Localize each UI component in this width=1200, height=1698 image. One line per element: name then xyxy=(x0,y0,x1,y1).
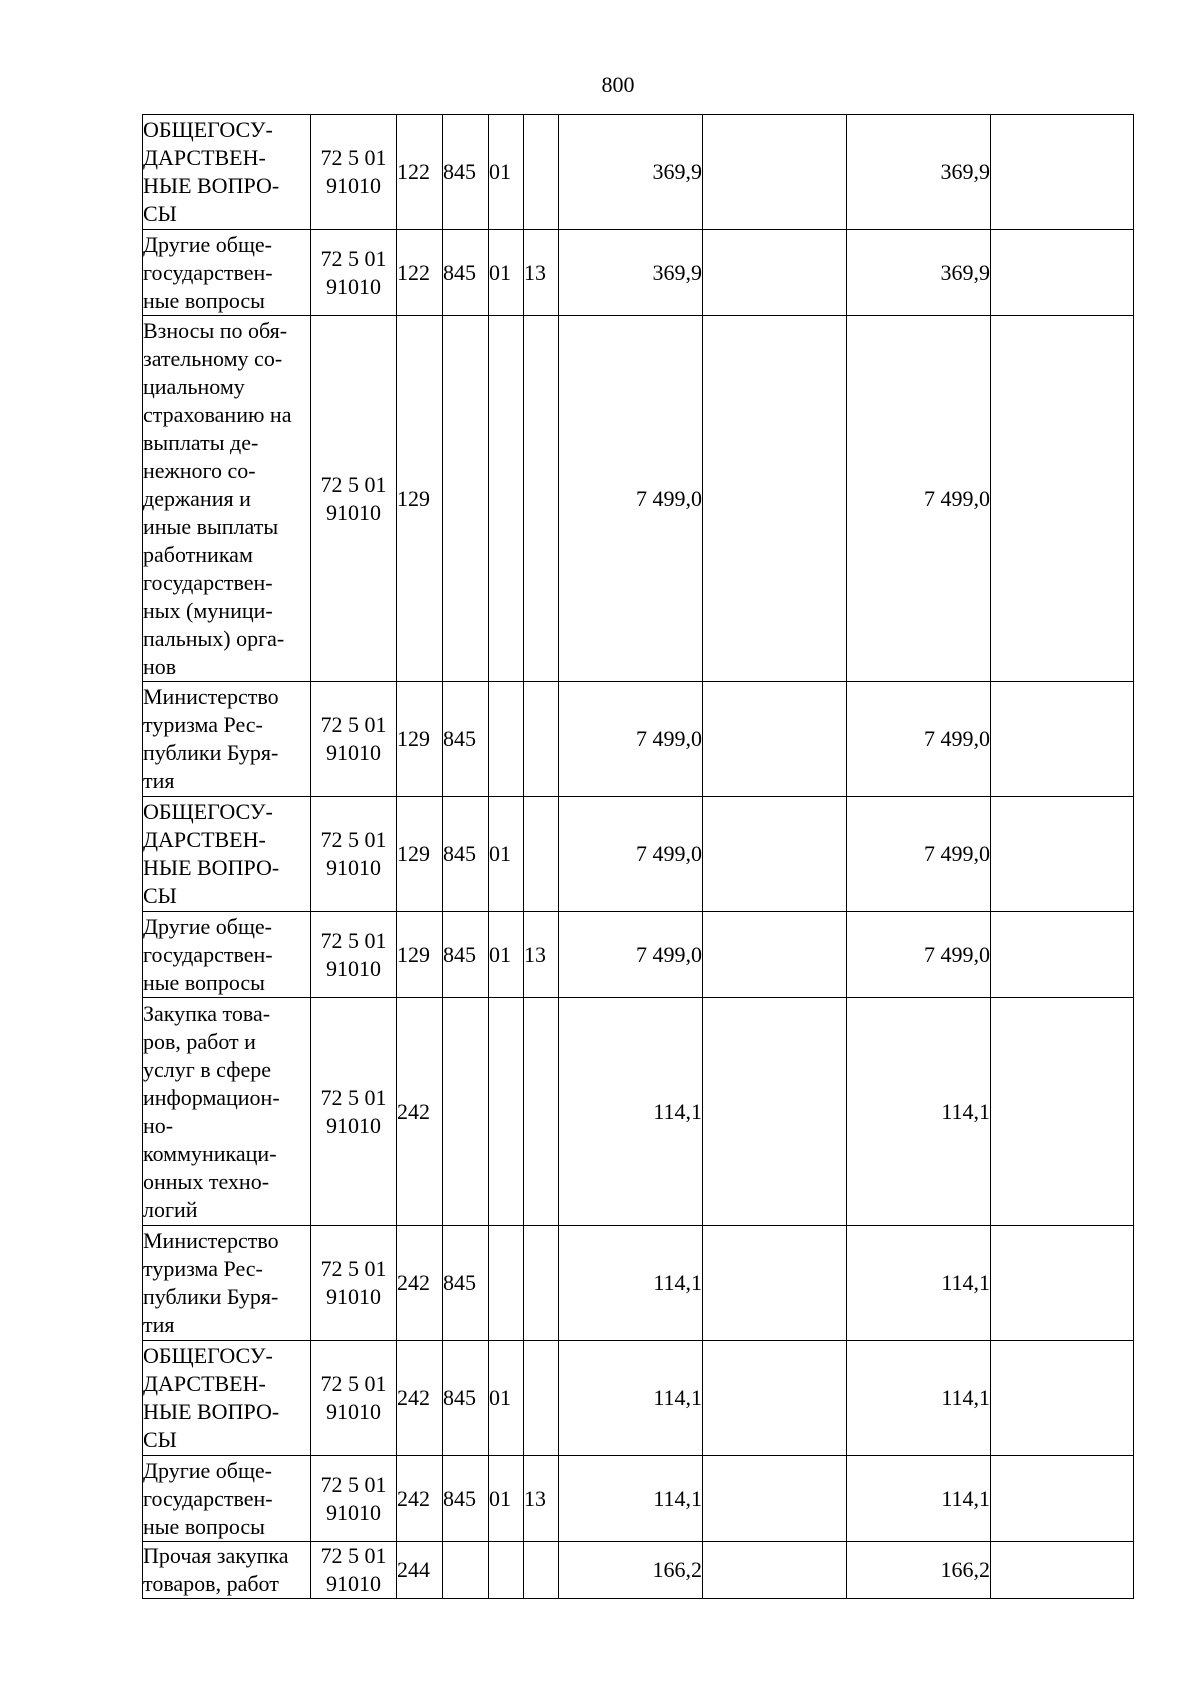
section-code-cell: 01 xyxy=(489,912,524,998)
target-article-code-cell xyxy=(311,115,397,230)
amount-cell: 7 499,0 xyxy=(847,682,991,797)
cell-line: НЫЕ ВОПРО- xyxy=(143,173,280,198)
cell-line: работникам xyxy=(143,541,253,567)
target-article-code-cell xyxy=(311,316,397,682)
amount-cell: 7 499,0 xyxy=(559,316,703,682)
ministry-code-cell xyxy=(443,1542,489,1599)
expense-type-code-cell: 242 xyxy=(397,1456,443,1542)
amount-cell: 7 499,0 xyxy=(559,682,703,797)
cell-line: ные вопросы xyxy=(143,1513,265,1539)
cell-line: 72 5 01 xyxy=(320,827,387,852)
amount-cell xyxy=(991,797,1134,912)
cell-line: 72 5 01 xyxy=(320,145,387,170)
cell-line: Взносы по обя- xyxy=(143,317,288,343)
cell-line: онных техно- xyxy=(143,1168,270,1194)
cell-line: государствен- xyxy=(143,259,273,285)
table-row xyxy=(143,1542,1134,1599)
amount-cell: 7 499,0 xyxy=(847,797,991,912)
subsection-code-cell xyxy=(524,998,559,1226)
budget-table xyxy=(142,114,1134,1599)
expense-name-cell xyxy=(143,682,311,797)
section-code-cell: 01 xyxy=(489,1456,524,1542)
cell-line: ров, работ и xyxy=(143,1028,256,1054)
cell-line: Министерство xyxy=(143,1228,279,1253)
section-code-cell: 01 xyxy=(489,230,524,316)
cell-line: 91010 xyxy=(326,173,381,198)
amount-cell xyxy=(703,797,847,912)
subsection-code-cell: 13 xyxy=(524,230,559,316)
cell-line: 72 5 01 xyxy=(320,1471,387,1497)
amount-cell xyxy=(703,912,847,998)
expense-name-cell xyxy=(143,316,311,682)
amount-cell xyxy=(991,1341,1134,1456)
cell-line: 72 5 01 xyxy=(320,471,387,497)
section-code-cell xyxy=(489,682,524,797)
cell-line: ДАРСТВЕН- xyxy=(143,827,266,852)
cell-line: нежного со- xyxy=(143,457,256,483)
cell-line: 91010 xyxy=(326,1499,381,1525)
cell-line: тия xyxy=(143,1312,175,1337)
cell-line: 72 5 01 xyxy=(320,712,387,737)
cell-line: 91010 xyxy=(326,1112,381,1138)
expense-type-code-cell: 129 xyxy=(397,682,443,797)
amount-cell xyxy=(991,912,1134,998)
subsection-code-cell: 13 xyxy=(524,912,559,998)
target-article-code-cell xyxy=(311,998,397,1226)
amount-cell xyxy=(703,230,847,316)
expense-type-code-cell: 242 xyxy=(397,998,443,1226)
expense-name-cell xyxy=(143,797,311,912)
cell-line: 72 5 01 xyxy=(320,927,387,953)
cell-line: НЫЕ ВОПРО- xyxy=(143,855,280,880)
target-article-code-cell xyxy=(311,1456,397,1542)
amount-cell: 369,9 xyxy=(559,115,703,230)
cell-line: ДАРСТВЕН- xyxy=(143,1371,266,1396)
table-row xyxy=(143,1456,1134,1542)
amount-cell: 166,2 xyxy=(559,1542,703,1599)
cell-line: пальных) орга- xyxy=(143,625,285,651)
amount-cell xyxy=(991,230,1134,316)
cell-line: 91010 xyxy=(326,855,381,880)
expense-name-cell xyxy=(143,1341,311,1456)
cell-line: выплаты де- xyxy=(143,429,259,455)
amount-cell: 114,1 xyxy=(847,1456,991,1542)
cell-line: 72 5 01 xyxy=(320,1256,387,1281)
subsection-code-cell xyxy=(524,1341,559,1456)
cell-line: государствен- xyxy=(143,941,273,967)
cell-line: Прочая закупка xyxy=(143,1543,289,1568)
cell-line: ные вопросы xyxy=(143,969,265,995)
section-code-cell: 01 xyxy=(489,797,524,912)
amount-cell: 7 499,0 xyxy=(847,912,991,998)
amount-cell xyxy=(703,1341,847,1456)
target-article-code-cell xyxy=(311,797,397,912)
expense-name-cell xyxy=(143,115,311,230)
expense-type-code-cell: 122 xyxy=(397,115,443,230)
expense-type-code-cell: 129 xyxy=(397,316,443,682)
target-article-code-cell xyxy=(311,1226,397,1341)
amount-cell: 114,1 xyxy=(559,1341,703,1456)
amount-cell: 7 499,0 xyxy=(559,912,703,998)
cell-line: держания и xyxy=(143,485,251,511)
cell-line: СЫ xyxy=(143,1427,177,1452)
cell-line: государствен- xyxy=(143,569,273,595)
amount-cell xyxy=(703,1456,847,1542)
cell-line: коммуникаци- xyxy=(143,1140,277,1166)
cell-line: туризма Рес- xyxy=(143,1256,263,1281)
amount-cell xyxy=(703,1542,847,1599)
amount-cell: 114,1 xyxy=(847,1226,991,1341)
amount-cell xyxy=(991,1542,1134,1599)
amount-cell xyxy=(991,1226,1134,1341)
cell-line: Другие обще- xyxy=(143,231,273,257)
expense-type-code-cell: 122 xyxy=(397,230,443,316)
target-article-code-cell xyxy=(311,1542,397,1599)
cell-line: иные выплаты xyxy=(143,513,279,539)
cell-line: 91010 xyxy=(326,955,381,981)
subsection-code-cell xyxy=(524,1542,559,1599)
cell-line: но- xyxy=(143,1112,174,1138)
amount-cell xyxy=(703,1226,847,1341)
amount-cell: 369,9 xyxy=(559,230,703,316)
section-code-cell xyxy=(489,316,524,682)
cell-line: товаров, работ xyxy=(143,1571,279,1596)
expense-type-code-cell: 129 xyxy=(397,797,443,912)
cell-line: 91010 xyxy=(326,273,381,299)
cell-line: ОБЩЕГОСУ- xyxy=(143,1343,273,1368)
amount-cell: 114,1 xyxy=(559,998,703,1226)
amount-cell: 369,9 xyxy=(847,230,991,316)
section-code-cell: 01 xyxy=(489,1341,524,1456)
table-row xyxy=(143,1341,1134,1456)
cell-line: 72 5 01 xyxy=(320,1084,387,1110)
cell-line: 91010 xyxy=(326,740,381,765)
page-number: 800 xyxy=(601,72,635,97)
subsection-code-cell xyxy=(524,115,559,230)
amount-cell xyxy=(991,115,1134,230)
cell-line: публики Буря- xyxy=(143,1284,279,1309)
table-row xyxy=(143,998,1134,1226)
cell-line: 91010 xyxy=(326,1399,381,1424)
amount-cell xyxy=(991,998,1134,1226)
table-body xyxy=(143,115,1134,1599)
target-article-code-cell xyxy=(311,912,397,998)
cell-line: государствен- xyxy=(143,1485,273,1511)
subsection-code-cell xyxy=(524,682,559,797)
ministry-code-cell: 845 xyxy=(443,115,489,230)
cell-line: циальному xyxy=(143,373,245,399)
section-code-cell: 01 xyxy=(489,115,524,230)
ministry-code-cell: 845 xyxy=(443,1341,489,1456)
expense-name-cell xyxy=(143,998,311,1226)
table-row xyxy=(143,115,1134,230)
cell-line: информацион- xyxy=(143,1084,280,1110)
subsection-code-cell xyxy=(524,1226,559,1341)
amount-cell xyxy=(703,998,847,1226)
amount-cell: 114,1 xyxy=(559,1226,703,1341)
cell-line: туризма Рес- xyxy=(143,712,263,737)
cell-line: Другие обще- xyxy=(143,913,273,939)
amount-cell: 7 499,0 xyxy=(559,797,703,912)
table-row xyxy=(143,797,1134,912)
cell-line: Другие обще- xyxy=(143,1457,273,1483)
cell-line: Закупка това- xyxy=(143,1000,271,1026)
cell-line: ОБЩЕГОСУ- xyxy=(143,799,273,824)
ministry-code-cell: 845 xyxy=(443,797,489,912)
expense-type-code-cell: 242 xyxy=(397,1226,443,1341)
ministry-code-cell: 845 xyxy=(443,1226,489,1341)
table-row xyxy=(143,316,1134,682)
table-row xyxy=(143,1226,1134,1341)
table-row xyxy=(143,682,1134,797)
target-article-code-cell xyxy=(311,1341,397,1456)
cell-line: 91010 xyxy=(326,1571,381,1596)
ministry-code-cell: 845 xyxy=(443,682,489,797)
amount-cell xyxy=(991,316,1134,682)
cell-line: ДАРСТВЕН- xyxy=(143,145,266,170)
cell-line: ОБЩЕГОСУ- xyxy=(143,117,273,142)
amount-cell: 114,1 xyxy=(847,1341,991,1456)
subsection-code-cell: 13 xyxy=(524,1456,559,1542)
expense-name-cell xyxy=(143,1226,311,1341)
cell-line: страхованию на xyxy=(143,401,292,427)
cell-line: тия xyxy=(143,768,175,793)
expense-name-cell xyxy=(143,1542,311,1599)
cell-line: ных (муници- xyxy=(143,597,273,623)
cell-line: логий xyxy=(143,1196,198,1222)
table-row xyxy=(143,230,1134,316)
amount-cell: 369,9 xyxy=(847,115,991,230)
cell-line: ные вопросы xyxy=(143,287,265,313)
amount-cell: 166,2 xyxy=(847,1542,991,1599)
expense-type-code-cell: 244 xyxy=(397,1542,443,1599)
expense-type-code-cell: 129 xyxy=(397,912,443,998)
cell-line: 72 5 01 xyxy=(320,1371,387,1396)
expense-type-code-cell: 242 xyxy=(397,1341,443,1456)
amount-cell: 7 499,0 xyxy=(847,316,991,682)
target-article-code-cell xyxy=(311,230,397,316)
ministry-code-cell: 845 xyxy=(443,912,489,998)
cell-line: 72 5 01 xyxy=(320,245,387,271)
cell-line: 91010 xyxy=(326,1284,381,1309)
cell-line: услуг в сфере xyxy=(143,1056,271,1082)
amount-cell xyxy=(703,316,847,682)
section-code-cell xyxy=(489,1542,524,1599)
expense-name-cell xyxy=(143,230,311,316)
cell-line: нов xyxy=(143,653,177,679)
cell-line: СЫ xyxy=(143,883,177,908)
table-row xyxy=(143,912,1134,998)
amount-cell xyxy=(991,1456,1134,1542)
expense-name-cell xyxy=(143,1456,311,1542)
subsection-code-cell xyxy=(524,797,559,912)
section-code-cell xyxy=(489,1226,524,1341)
cell-line: НЫЕ ВОПРО- xyxy=(143,1399,280,1424)
cell-line: зательному со- xyxy=(143,345,283,371)
cell-line: Министерство xyxy=(143,684,279,709)
amount-cell xyxy=(991,682,1134,797)
cell-line: 72 5 01 xyxy=(320,1543,387,1568)
target-article-code-cell xyxy=(311,682,397,797)
cell-line: 91010 xyxy=(326,499,381,525)
ministry-code-cell: 845 xyxy=(443,1456,489,1542)
amount-cell: 114,1 xyxy=(559,1456,703,1542)
amount-cell xyxy=(703,115,847,230)
cell-line: СЫ xyxy=(143,201,177,226)
ministry-code-cell xyxy=(443,998,489,1226)
cell-line: публики Буря- xyxy=(143,740,279,765)
subsection-code-cell xyxy=(524,316,559,682)
amount-cell xyxy=(703,682,847,797)
ministry-code-cell: 845 xyxy=(443,230,489,316)
section-code-cell xyxy=(489,998,524,1226)
ministry-code-cell xyxy=(443,316,489,682)
amount-cell: 114,1 xyxy=(847,998,991,1226)
expense-name-cell xyxy=(143,912,311,998)
